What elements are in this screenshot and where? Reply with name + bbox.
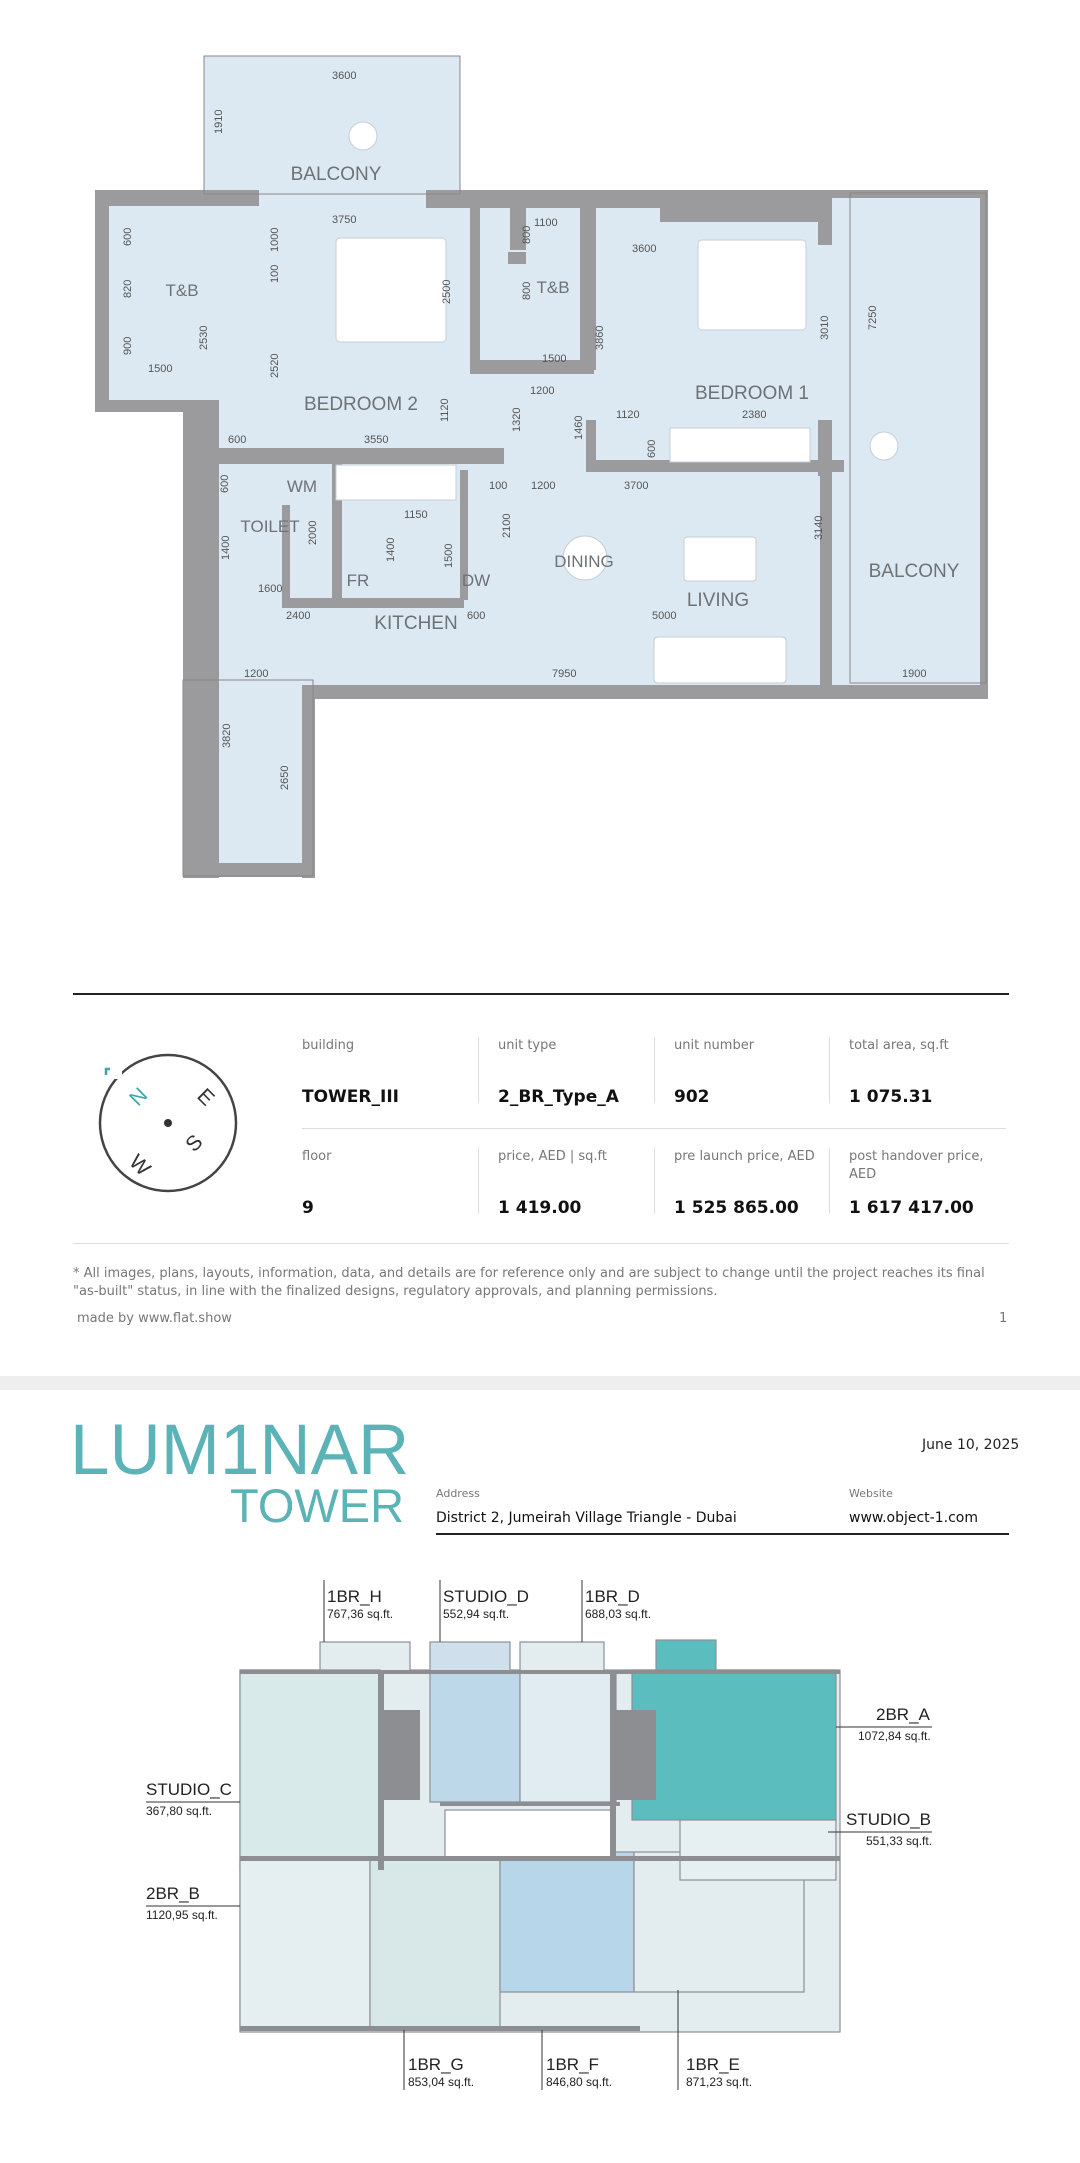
section-divider <box>73 993 1009 995</box>
unit-area: 1072,84 sq.ft. <box>858 1729 931 1743</box>
unit-number-value: 902 <box>674 1087 710 1107</box>
unit-name: 2BR_B <box>146 1884 200 1903</box>
logo-tower: TOWER <box>230 1479 405 1532</box>
room-label-tb-left: T&B <box>165 281 199 300</box>
unit-type-cell <box>498 1037 658 1117</box>
grid-divider <box>302 1128 1006 1129</box>
dimension: 800 <box>521 225 533 244</box>
dimension: 2400 <box>286 610 311 622</box>
dimension: 2000 <box>307 520 319 545</box>
dimension: 2380 <box>742 409 767 421</box>
pre-launch-label: pre launch price, AED <box>674 1149 815 1164</box>
dimension: 3140 <box>813 515 825 540</box>
dimension: 1900 <box>902 668 927 680</box>
dimension: 800 <box>521 281 533 300</box>
dimension: 3600 <box>632 243 657 255</box>
dimension: 1150 <box>404 509 428 521</box>
unit-name: 1BR_D <box>585 1587 640 1606</box>
building-cell <box>302 1037 472 1117</box>
compass-east: E <box>192 1084 219 1111</box>
room-label-toilet: TOILET <box>240 517 300 536</box>
room-label-bedroom-2: BEDROOM 2 <box>303 394 419 415</box>
brochure-page-2 <box>0 1390 1080 2163</box>
dimension: 7950 <box>552 668 577 680</box>
dimension: 3600 <box>332 70 357 82</box>
unit-area: 846,80 sq.ft. <box>546 2075 613 2089</box>
price-sqft-cell <box>498 1148 658 1228</box>
dimension: 1600 <box>258 583 283 595</box>
unit-name: STUDIO_C <box>146 1780 232 1799</box>
apartment-floor-plan <box>0 0 1080 900</box>
dimension: 1400 <box>220 535 232 560</box>
compass-south: S <box>181 1130 208 1157</box>
building-label: building <box>302 1038 355 1053</box>
dimension: 5000 <box>652 610 677 622</box>
unit-area: 551,33 sq.ft. <box>866 1834 933 1848</box>
unit-name: STUDIO_D <box>443 1587 529 1606</box>
room-label-balcony-right: BALCONY <box>868 561 960 582</box>
dimension: 1000 <box>269 227 281 252</box>
disclaimer-text: * All images, plans, layouts, information, data, and details are for reference only and are subject to change until the project reaches its final "as-built" status, in line with the finalized designs, regulatory approvals, and planning permissions. <box>73 1266 985 1299</box>
total-area-label: total area, sq.ft <box>849 1038 949 1053</box>
unit-name: 1BR_H <box>327 1587 382 1606</box>
dimension: 2650 <box>279 765 291 790</box>
pre-launch-value: 1 525 865.00 <box>674 1198 799 1218</box>
dimension: 100 <box>489 480 508 492</box>
total-area-cell <box>849 1037 1009 1117</box>
unit-name: 1BR_E <box>686 2055 740 2074</box>
dimension: 1120 <box>439 398 451 422</box>
dimension: 100 <box>269 264 281 283</box>
dimension: 600 <box>646 439 658 458</box>
footer-divider <box>73 1243 1009 1244</box>
dimension: 600 <box>122 227 134 246</box>
dimension: 820 <box>122 279 134 298</box>
page-number: 1 <box>999 1311 1008 1326</box>
dimension: 1200 <box>244 668 269 680</box>
compass-north: N <box>125 1083 153 1111</box>
unit-area: 552,94 sq.ft. <box>443 1607 510 1621</box>
website-link[interactable]: www.object-1.com <box>849 1510 978 1526</box>
unit-area: 853,04 sq.ft. <box>408 2075 475 2089</box>
dimension: 1200 <box>530 385 555 397</box>
room-label-fr: FR <box>346 571 370 590</box>
unit-area: 871,23 sq.ft. <box>686 2075 753 2089</box>
made-by-link[interactable]: made by www.flat.show <box>77 1311 232 1326</box>
post-handover-cell <box>849 1148 1009 1228</box>
unit-type-label: unit type <box>498 1038 557 1053</box>
unit-name: STUDIO_B <box>846 1810 932 1829</box>
room-label-dining: DINING <box>554 552 614 571</box>
dimension: 1320 <box>511 407 523 432</box>
dimension: 2500 <box>441 279 453 304</box>
address-value: District 2, Jumeirah Village Triangle - Dubai <box>436 1510 737 1526</box>
unit-number-label: unit number <box>674 1038 755 1053</box>
unit-name: 1BR_G <box>408 2055 464 2074</box>
document-date: June 10, 2025 <box>922 1437 1020 1453</box>
dimension: 1500 <box>542 353 567 365</box>
dimension: 1120 <box>616 409 640 421</box>
dimension: 600 <box>467 610 486 622</box>
dimension: 2100 <box>501 513 513 538</box>
room-label-wm: WM <box>286 477 318 496</box>
room-label-bedroom-1: BEDROOM 1 <box>694 383 810 404</box>
total-area-value: 1 075.31 <box>849 1087 933 1107</box>
dimension: 7250 <box>867 305 879 330</box>
pre-launch-cell <box>674 1148 834 1228</box>
dimension: 3750 <box>332 214 357 226</box>
unit-area: 1120,95 sq.ft. <box>146 1908 218 1922</box>
dimension: 1910 <box>213 109 225 134</box>
dimension: 3550 <box>364 434 389 446</box>
dimension: 1400 <box>385 537 397 562</box>
dimension: 3820 <box>221 723 233 748</box>
floor-value: 9 <box>302 1198 314 1218</box>
post-handover-label: post handover price, AED <box>849 1149 984 1182</box>
page-separator <box>0 1376 1080 1390</box>
unit-type-value: 2_BR_Type_A <box>498 1087 619 1107</box>
floor-label: floor <box>302 1149 332 1164</box>
price-sqft-value: 1 419.00 <box>498 1198 582 1218</box>
dimension: 3700 <box>624 480 649 492</box>
dimension: 1500 <box>148 363 173 375</box>
floor-cell <box>302 1148 472 1228</box>
unit-area: 367,80 sq.ft. <box>146 1804 213 1818</box>
logo-luminar: LUM1NAR <box>70 1411 410 1490</box>
dimension: 1100 <box>534 217 558 229</box>
building-value: TOWER_III <box>302 1087 399 1107</box>
room-label-dw: DW <box>461 571 491 590</box>
room-label-kitchen: KITCHEN <box>374 613 458 634</box>
dimension: 2530 <box>198 325 210 350</box>
dimension: 1200 <box>531 480 556 492</box>
dimension: 3860 <box>594 325 606 350</box>
price-sqft-label: price, AED | sq.ft <box>498 1149 607 1164</box>
dimension: 600 <box>219 474 231 493</box>
compass-west: W <box>124 1150 155 1181</box>
dimension: 1500 <box>443 543 455 568</box>
unit-name: 2BR_A <box>876 1705 930 1724</box>
address-label: Address <box>436 1487 480 1500</box>
room-label-balcony-top: BALCONY <box>290 164 382 185</box>
post-handover-value: 1 617 417.00 <box>849 1198 974 1218</box>
room-label-tb-mid: T&B <box>536 278 570 297</box>
tower-floor-plan <box>0 1390 1080 2163</box>
dimension: 2520 <box>269 353 281 378</box>
unit-area: 767,36 sq.ft. <box>327 1607 394 1621</box>
compass-icon <box>96 1051 244 1199</box>
dimension: 600 <box>228 434 247 446</box>
dimension: 3010 <box>819 315 831 340</box>
website-label: Website <box>849 1487 893 1500</box>
dimension: 900 <box>122 336 134 355</box>
unit-name: 1BR_F <box>546 2055 599 2074</box>
unit-number-cell <box>674 1037 834 1117</box>
room-label-living: LIVING <box>686 590 750 611</box>
dimension: 1460 <box>573 415 585 440</box>
unit-area: 688,03 sq.ft. <box>585 1607 652 1621</box>
